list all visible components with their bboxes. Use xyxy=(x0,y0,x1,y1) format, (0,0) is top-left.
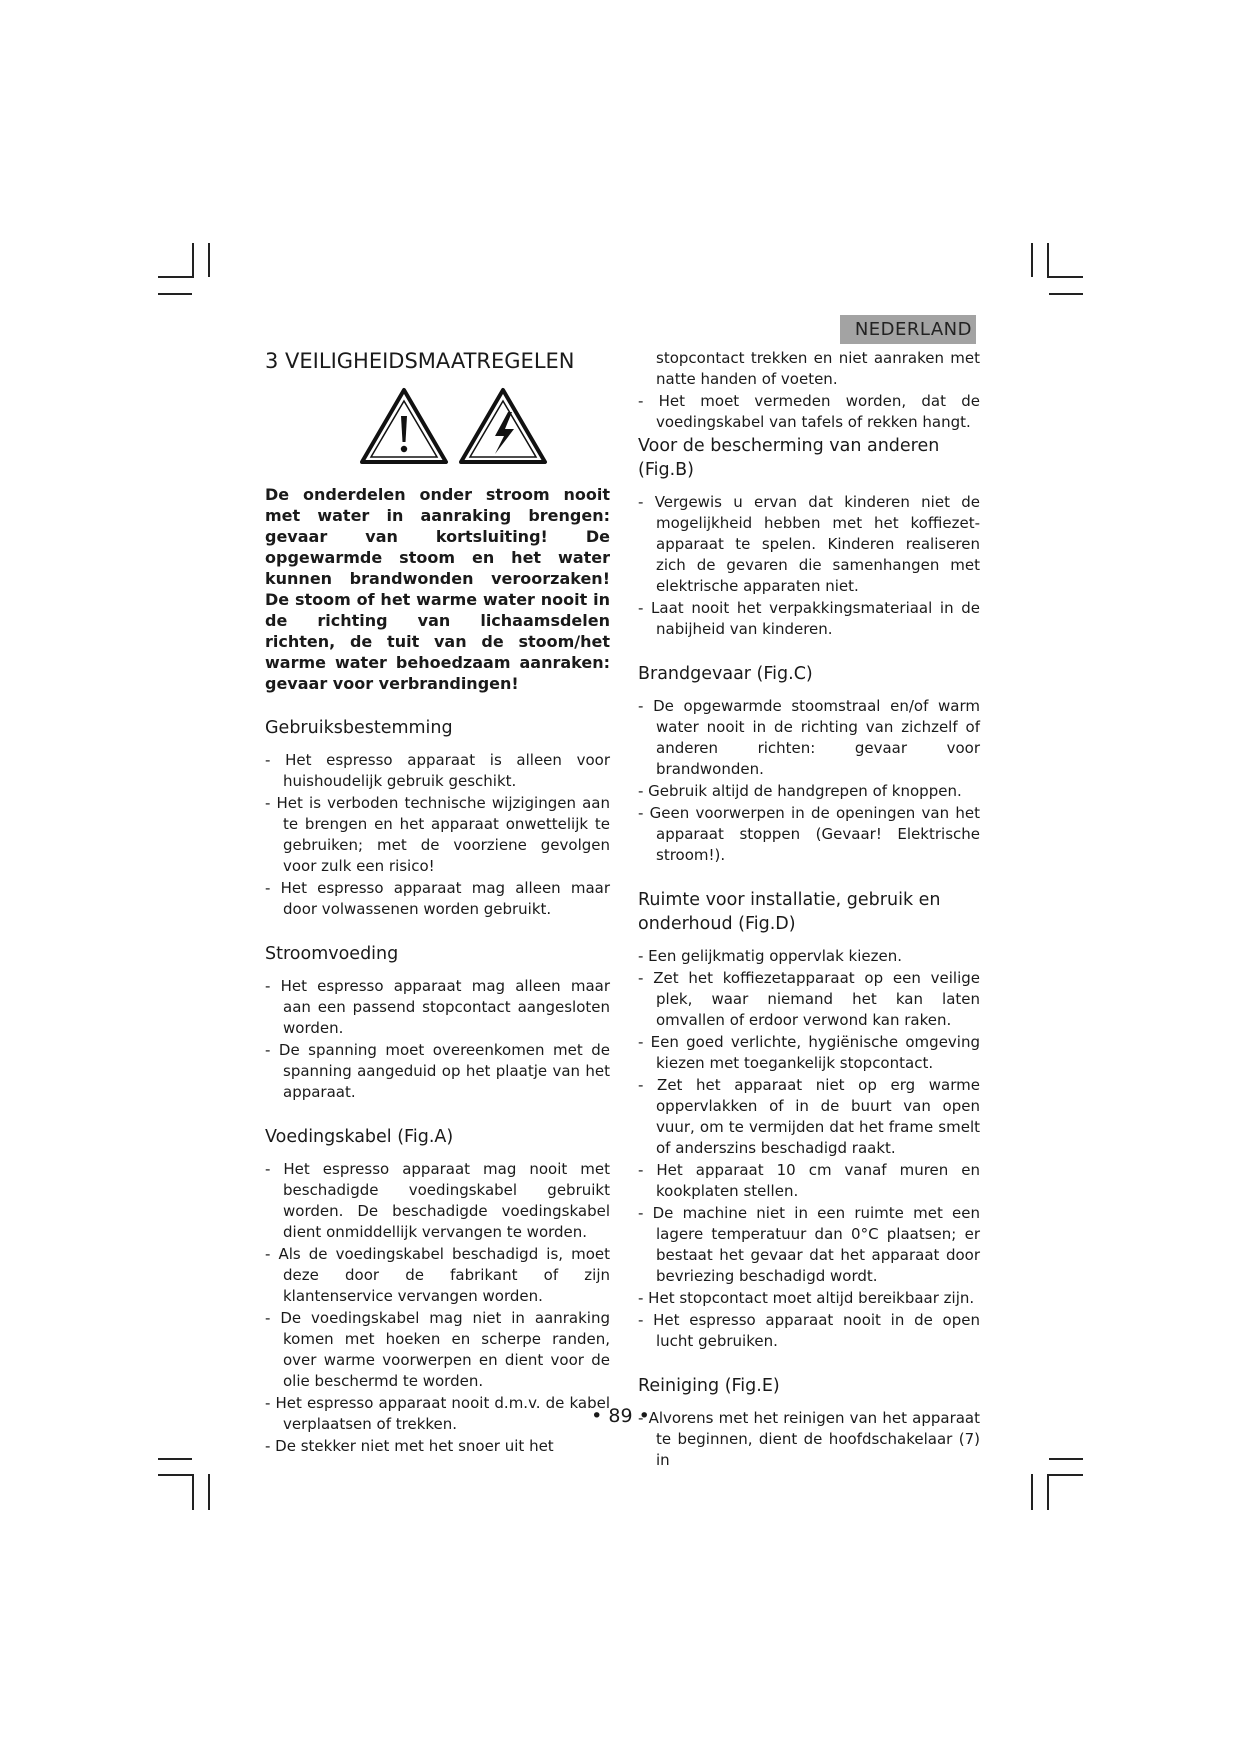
list-item: - Zet het koffiezetapparaat op een veilige plek, waar niemand het kan laten omvallen of erdoor verwond kan raken. xyxy=(638,969,980,1029)
section-heading-voedingskabel: Voedingskabel (Fig.A) xyxy=(265,1127,454,1147)
anderen-list xyxy=(638,492,980,640)
crop-mark xyxy=(192,1474,194,1510)
warning-triangle-icon xyxy=(362,390,446,462)
list-item: - Zet het apparaat niet op erg warme oppervlakken of in de buurt van open vuur, om te vermijden dat het frame smelt of anderszins beschadigd raakt. xyxy=(638,1076,980,1157)
electric-hazard-icon xyxy=(461,390,545,462)
left-column xyxy=(265,346,610,1458)
crop-mark xyxy=(1047,243,1049,277)
stroom-list xyxy=(265,976,610,1103)
continuation-text: stopcontact trekken en niet aanraken met natte handen of voeten. xyxy=(656,349,980,388)
list-item: - Het apparaat 10 cm vanaf muren en kookplaten stellen. xyxy=(638,1161,980,1200)
page-number: • 89 • xyxy=(591,1405,650,1427)
page-title: 3 VEILIGHEIDSMAATREGELEN xyxy=(265,349,575,373)
list-item: - De machine niet in een ruimte met een lagere temperatuur dan 0°C plaatsen; er bestaat het gevaar dat het apparaat door bevriezing beschadigd wordt. xyxy=(638,1204,980,1285)
section-heading-bescherming-anderen: Voor de bescherming van anderen (Fig.B) xyxy=(638,436,940,480)
list-item: - Laat nooit het verpakkingsmateriaal in de nabijheid van kinderen. xyxy=(638,599,980,638)
warning-icons xyxy=(357,386,557,466)
section-heading-stroomvoeding: Stroomvoeding xyxy=(265,944,399,964)
list-item: - Geen voorwerpen in de openingen van het apparaat stoppen (Gevaar! Elektrische stroom!). xyxy=(638,804,980,864)
safety-warning: De onderdelen onder stroom nooit met water in aanraking brengen: gevaar van kortsluiting! De opgewarmde stoom en het water kunnen brandwonden veroorzaken! De stoom of het warme water nooit in de richting van lichaamsdelen richten, de tuit van de stoom/het warme water behoedzaam aanraken: gevaar voor verbrandingen! xyxy=(265,485,610,693)
language-tab: NEDERLAND xyxy=(840,315,976,344)
ruimte-list xyxy=(638,946,980,1352)
crop-mark xyxy=(192,243,194,277)
list-item: - Het espresso apparaat nooit in de open lucht gebruiken. xyxy=(638,1311,980,1350)
crop-mark xyxy=(1031,1474,1033,1510)
crop-mark xyxy=(1047,1474,1049,1510)
crop-mark xyxy=(158,293,192,295)
list-item: - Gebruik altijd de handgrepen of knoppen. xyxy=(638,782,962,800)
crop-mark xyxy=(1031,243,1033,277)
list-item: - Het moet vermeden worden, dat de voedingskabel van tafels of rekken hangt. xyxy=(638,392,980,431)
list-item: - Het is verboden technische wijzigingen aan te brengen en het apparaat onwettelijk te gebruiken; met de voorziene gevolgen voor zulk een risico! xyxy=(265,794,610,875)
list-item: - Het espresso apparaat is alleen voor huishoudelijk gebruik geschikt. xyxy=(265,751,610,790)
list-item: - Het espresso apparaat mag alleen maar door volwassenen worden gebruikt. xyxy=(265,879,610,918)
section-heading-reiniging: Reiniging (Fig.E) xyxy=(638,1376,780,1396)
list-item: - Een goed verlichte, hygiënische omgeving kiezen met toegankelijk stopcontact. xyxy=(638,1033,980,1072)
crop-mark xyxy=(208,1474,210,1510)
list-item: - De opgewarmde stoomstraal en/of warm water nooit in de richting van zichzelf of anderen richten: gevaar voor brandwonden. xyxy=(638,697,980,778)
crop-mark xyxy=(1047,276,1083,278)
list-item: - Het espresso apparaat nooit d.m.v. de kabel verplaatsen of trekken. xyxy=(265,1394,610,1433)
crop-mark xyxy=(1047,1474,1083,1476)
section-heading-gebruiksbestemming: Gebruiksbestemming xyxy=(265,718,453,738)
list-item: - Vergewis u ervan dat kinderen niet de mogelijkheid hebben met het koffiezet-apparaat te spelen. Kinderen realiseren zich de gevaren die samenhangen met elektrische apparaten niet. xyxy=(638,493,980,595)
list-item: - Als de voedingskabel beschadigd is, moet deze door de fabrikant of zijn klantenservice vervangen worden. xyxy=(265,1245,610,1305)
list-item: - De voedingskabel mag niet in aanraking komen met hoeken en scherpe randen, over warme voorwerpen en dient voor de olie beschermd te worden. xyxy=(265,1309,610,1390)
crop-mark xyxy=(1049,293,1083,295)
crop-mark xyxy=(158,276,194,278)
list-item: - Het espresso apparaat mag alleen maar aan een passend stopcontact aangesloten worden. xyxy=(265,977,610,1037)
list-item: - Het stopcontact moet altijd bereikbaar zijn. xyxy=(638,1289,975,1307)
crop-mark xyxy=(158,1458,192,1460)
right-column xyxy=(638,348,980,1472)
brand-list xyxy=(638,696,980,866)
crop-mark xyxy=(158,1474,194,1476)
section-heading-ruimte: Ruimte voor installatie, gebruik en onderhoud (Fig.D) xyxy=(638,890,941,934)
crop-mark xyxy=(1049,1458,1083,1460)
gebruik-list xyxy=(265,750,610,920)
section-heading-brandgevaar: Brandgevaar (Fig.C) xyxy=(638,664,813,684)
list-item: - Een gelijkmatig oppervlak kiezen. xyxy=(638,947,903,965)
crop-mark xyxy=(208,243,210,277)
list-item: - De spanning moet overeenkomen met de spanning aangeduid op het plaatje van het apparaat. xyxy=(265,1041,610,1101)
continuation-list xyxy=(638,391,980,433)
list-item: - De stekker niet met het snoer uit het xyxy=(265,1437,554,1455)
list-item: - Alvorens met het reinigen van het apparaat te beginnen, dient de hoofdschakelaar (7) in xyxy=(638,1409,980,1469)
list-item: - Het espresso apparaat mag nooit met beschadigde voedingskabel gebruikt worden. De beschadigde voedingskabel dient onmiddellijk vervangen te worden. xyxy=(265,1160,610,1241)
